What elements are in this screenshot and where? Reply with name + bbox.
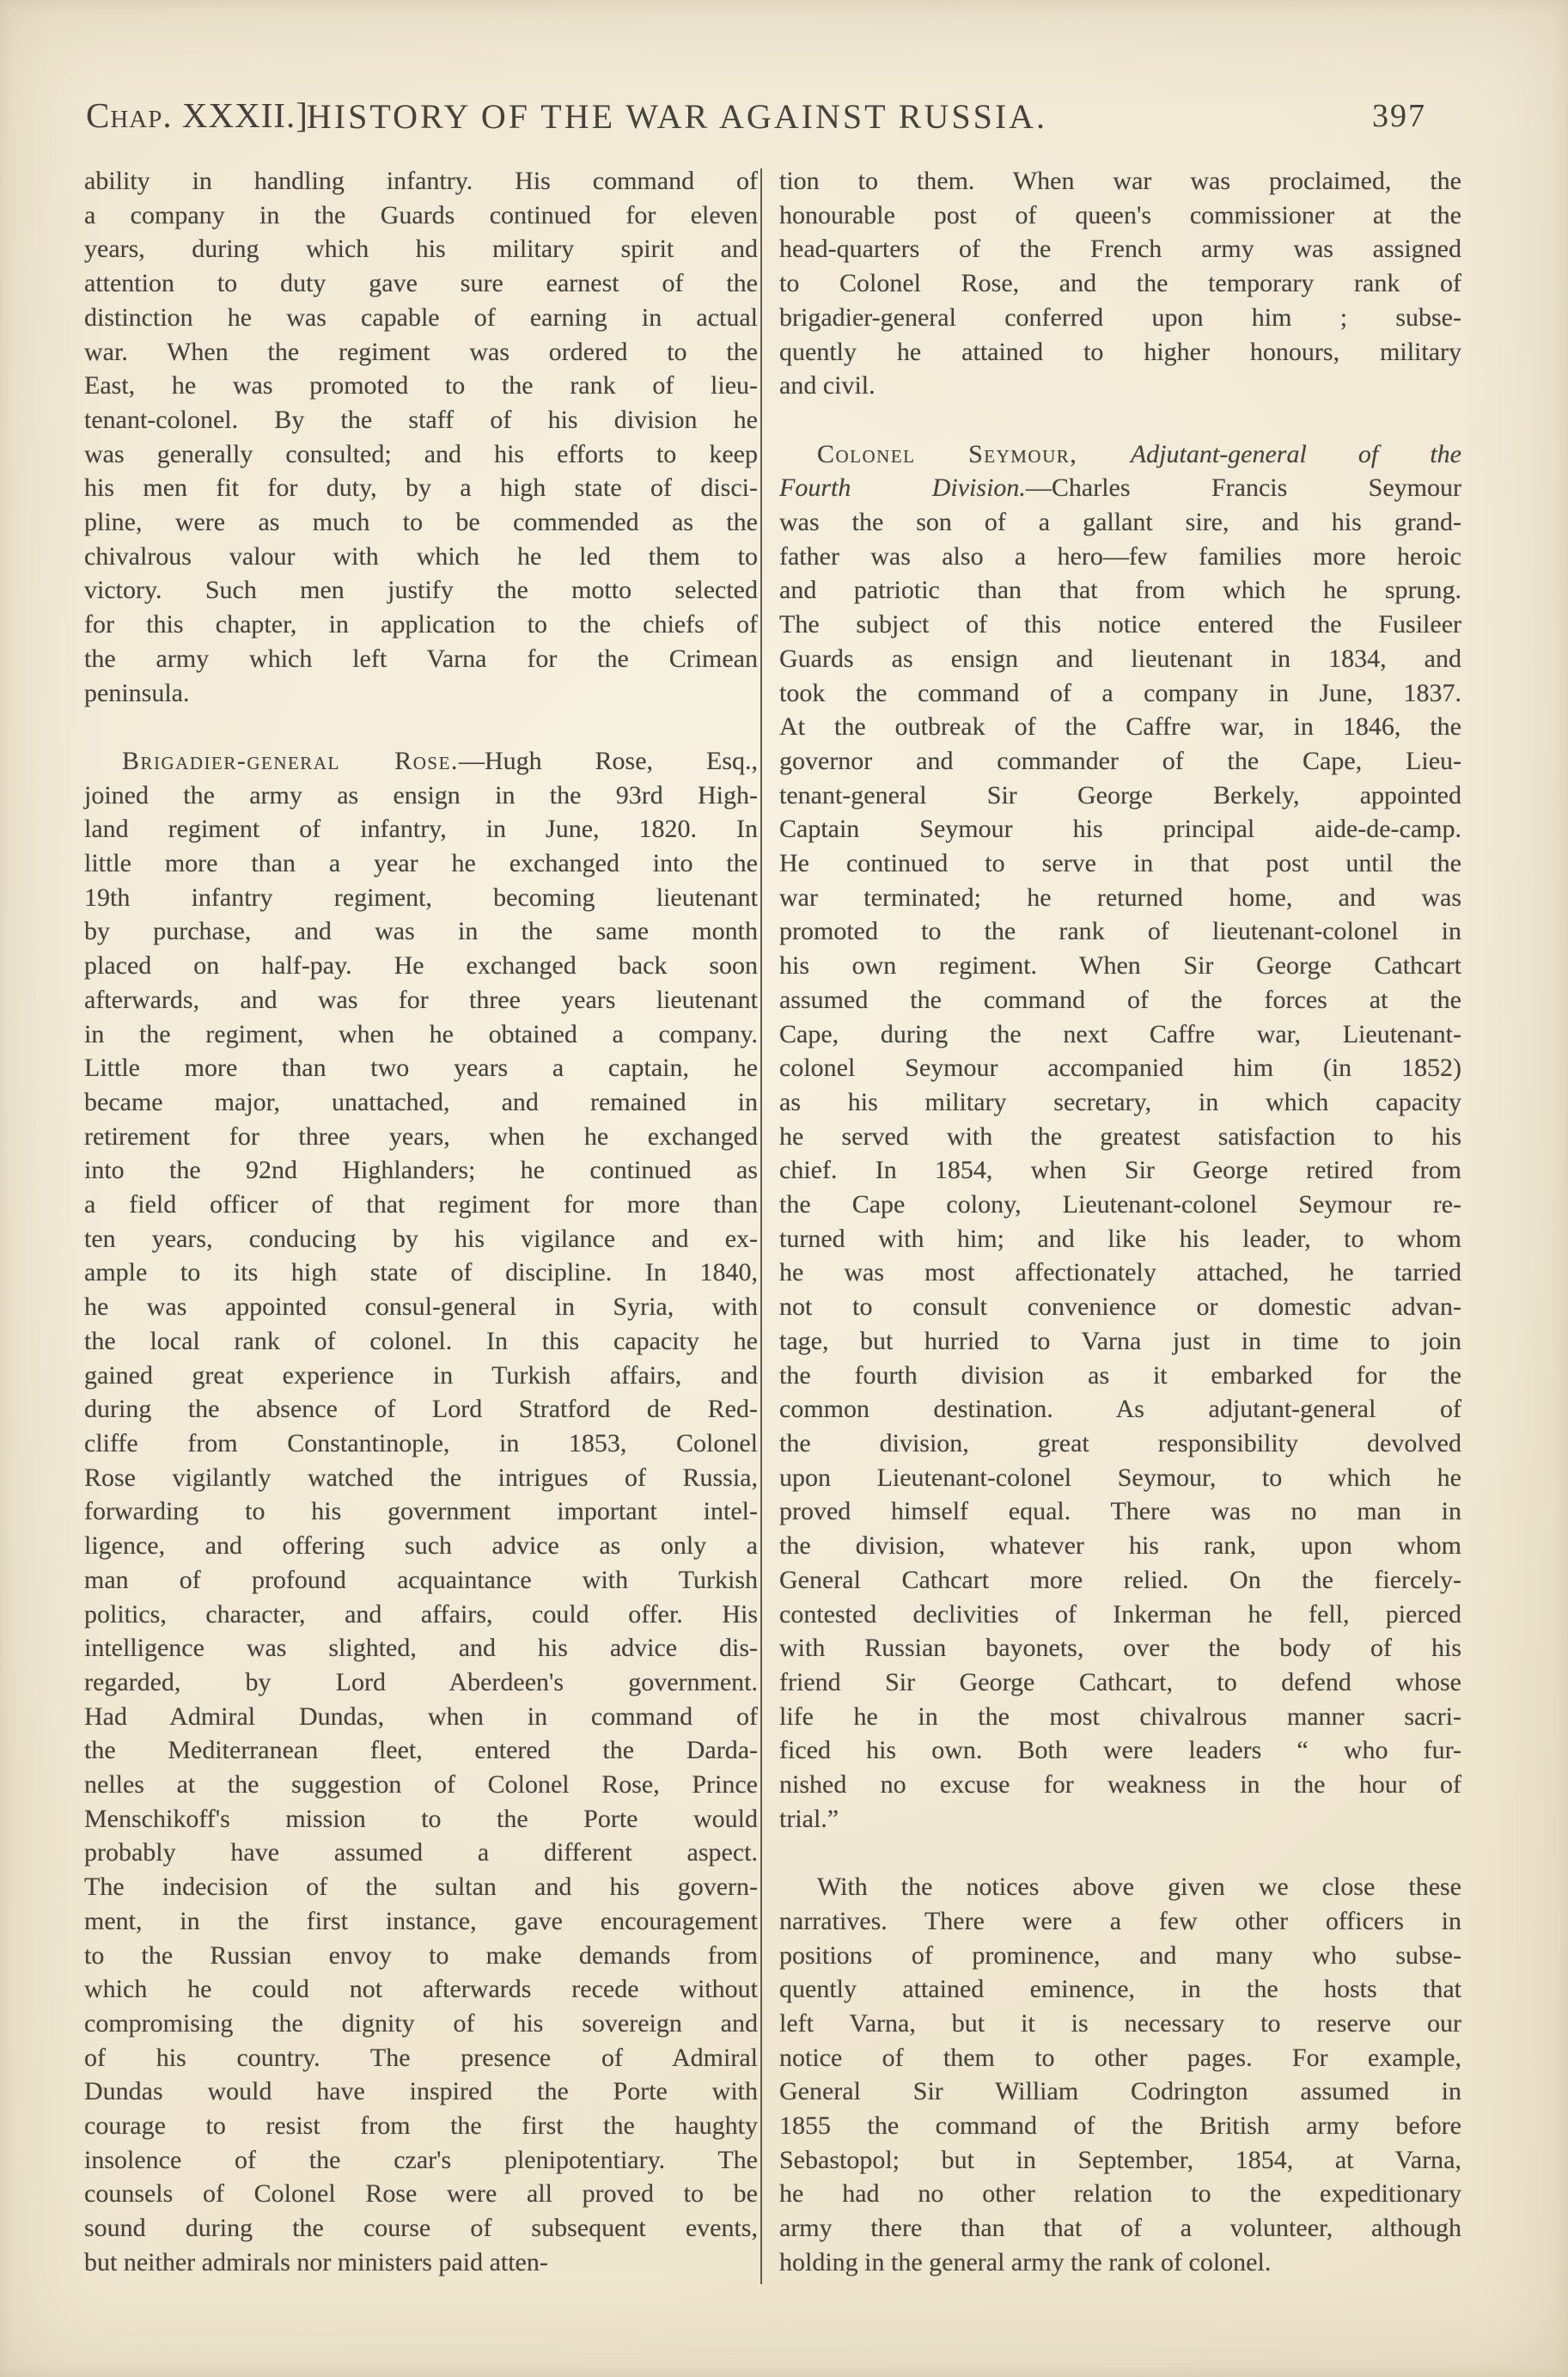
text-line: The subject of this notice entered the Fusileer (779, 610, 1461, 639)
text-line: promoted to the rank of lieutenant-colonel in (779, 917, 1461, 946)
text-line: upon Lieutenant-colonel Seymour, to which he (779, 1463, 1461, 1492)
text-line: Little more than two years a captain, he (84, 1054, 758, 1083)
text-line: in the regiment, when he obtained a company. (84, 1019, 758, 1048)
text-line: became major, unattached, and remained in (84, 1087, 758, 1116)
paragraph (84, 744, 758, 2280)
text-segment: Brigadier-general Rose. (122, 746, 459, 775)
text-line (779, 437, 1461, 472)
text-line: narratives. There were a few other officers in (779, 1906, 1461, 1935)
text-line: but neither admirals nor ministers paid atten- (84, 2247, 548, 2276)
page-title: HISTORY OF THE WAR AGAINST RUSSIA. (306, 97, 1048, 136)
text-line: colonel Seymour accompanied him (in 1852) (779, 1054, 1461, 1083)
text-line (779, 471, 1461, 505)
text-segment: Adjutant-general of the (1130, 439, 1461, 468)
text-line: was generally consulted; and his efforts to keep (84, 439, 758, 468)
text-line: He continued to serve in that post until the (779, 849, 1461, 878)
page-number: 397 (1372, 98, 1426, 134)
text-line (84, 744, 758, 779)
text-line: he served with the greatest satisfaction to his (779, 1121, 1461, 1151)
text-segment: —Hugh Rose, Esq., (458, 746, 758, 775)
text-line: Captain Seymour his principal aide-de-camp. (779, 815, 1461, 844)
text-line: afterwards, and was for three years lieutenant (84, 985, 758, 1014)
text-line: he was appointed consul-general in Syria, with (84, 1292, 758, 1322)
text-line: tenant-colonel. By the staff of his division he (84, 405, 758, 434)
text-line: quently attained eminence, in the hosts that (779, 1975, 1461, 2004)
text-segment: Colonel Seymour, (817, 439, 1131, 468)
text-line: intelligence was slighted, and his advice dis- (84, 1634, 758, 1663)
paragraph (779, 164, 1461, 403)
text-line: forwarding to his government important intel- (84, 1497, 758, 1526)
text-line: ten years, conducing by his vigilance and ex- (84, 1224, 758, 1253)
text-line: joined the army as ensign in the 93rd High- (84, 780, 758, 810)
text-line: nelles at the suggestion of Colonel Rose, Prince (84, 1770, 758, 1800)
text-line: took the command of a company in June, 1837. (779, 678, 1461, 707)
paragraph (84, 164, 758, 710)
text-line: With the notices above given we close these (817, 1873, 1461, 1902)
text-line: pline, were as much to be commended as the (84, 508, 758, 537)
text-line: little more than a year he exchanged into the (84, 849, 758, 878)
text-line: ligence, and offering such advice as only a (84, 1531, 758, 1561)
text-line: common destination. As adjutant-general of (779, 1395, 1461, 1424)
text-line: Menschikoff's mission to the Porte would (84, 1804, 758, 1833)
text-line: Rose vigilantly watched the intrigues of Russia, (84, 1463, 758, 1492)
text-line: 1855 the command of the British army before (779, 2111, 1461, 2141)
text-line: to the Russian envoy to make demands from (84, 1940, 758, 1970)
text-line: tenant-general Sir George Berkely, appointed (779, 780, 1461, 810)
text-line: friend Sir George Cathcart, to defend whose (779, 1667, 1461, 1696)
text-line: sound during the course of subsequent events, (84, 2214, 758, 2243)
text-line: turned with him; and like his leader, to whom (779, 1224, 1461, 1253)
text-line: gained great experience in Turkish affairs, and (84, 1360, 758, 1390)
text-line: ment, in the first instance, gave encouragement (84, 1906, 758, 1935)
text-line: into the 92nd Highlanders; he continued as (84, 1156, 758, 1185)
text-segment: Fourth Division. (779, 474, 1026, 503)
text-line: war. When the regiment was ordered to the (84, 337, 758, 366)
text-line: assumed the command of the forces at the (779, 985, 1461, 1014)
column-divider (760, 168, 762, 2284)
text-line: The indecision of the sultan and his govern- (84, 1873, 758, 1902)
text-line: a field officer of that regiment for more than (84, 1190, 758, 1219)
text-line: chivalrous valour with which he led them to (84, 541, 758, 571)
text-line: East, he was promoted to the rank of lieu- (84, 371, 758, 400)
text-line: and patriotic than that from which he sprung. (779, 576, 1461, 605)
text-line: land regiment of infantry, in June, 1820. In (84, 815, 758, 844)
text-line: placed on half-pay. He exchanged back soon (84, 951, 758, 981)
text-line: At the outbreak of the Caffre war, in 1846, the (779, 712, 1461, 742)
text-line: Cape, during the next Caffre war, Lieutenant- (779, 1019, 1461, 1048)
text-line: notice of them to other pages. For example, (779, 2043, 1461, 2072)
text-line: positions of prominence, and many who subse- (779, 1940, 1461, 1970)
text-line: life he in the most chivalrous manner sacri- (779, 1702, 1461, 1731)
text-line: and civil. (779, 371, 876, 400)
text-line: trial.” (779, 1804, 839, 1833)
text-line: politics, character, and affairs, could offer. His (84, 1599, 758, 1628)
text-line: Sebastopol; but in September, 1854, at Varna, (779, 2145, 1461, 2174)
text-line: regarded, by Lord Aberdeen's government. (84, 1667, 758, 1696)
text-line: Dundas would have inspired the Porte with (84, 2077, 758, 2106)
text-line: General Sir William Codrington assumed in (779, 2077, 1461, 2106)
text-line: was the son of a gallant sire, and his grand- (779, 508, 1461, 537)
text-line: ample to its high state of discipline. In 1840, (84, 1258, 758, 1287)
text-line: left Varna, but it is necessary to reserve our (779, 2008, 1461, 2038)
text-line: nished no excuse for weakness in the hour of (779, 1770, 1461, 1800)
text-line: a company in the Guards continued for eleven (84, 200, 758, 229)
text-line: of his country. The presence of Admiral (84, 2043, 758, 2072)
text-line: which he could not afterwards recede without (84, 1975, 758, 2004)
text-line: distinction he was capable of earning in actual (84, 302, 758, 332)
text-line: for this chapter, in application to the chiefs of (84, 610, 758, 639)
paragraph (779, 1870, 1461, 2279)
text-line: ficed his own. Both were leaders “ who fur- (779, 1736, 1461, 1765)
text-line: cliffe from Constantinople, in 1853, Colonel (84, 1429, 758, 1457)
text-line: holding in the general army the rank of colonel. (779, 2247, 1272, 2276)
text-line: he was most affectionately attached, he tarried (779, 1258, 1461, 1287)
text-line: proved himself equal. There was no man in (779, 1497, 1461, 1526)
text-line: chief. In 1854, when Sir George retired from (779, 1156, 1461, 1185)
text-line: he had no other relation to the expeditionary (779, 2179, 1461, 2209)
text-segment: —Charles Francis Seymour (1025, 474, 1461, 503)
text-line: with Russian bayonets, over the body of his (779, 1634, 1461, 1663)
text-line: the division, whatever his rank, upon whom (779, 1531, 1461, 1561)
right-column (779, 164, 1461, 2280)
text-line: counsels of Colonel Rose were all proved to be (84, 2179, 758, 2209)
text-line: attention to duty gave sure earnest of the (84, 269, 758, 298)
chapter-label: Chap. XXXII.] (86, 95, 308, 135)
text-line: during the absence of Lord Stratford de Red- (84, 1395, 758, 1424)
text-line: quently he attained to higher honours, military (779, 337, 1461, 366)
text-line: the local rank of colonel. In this capacity he (84, 1326, 758, 1355)
text-line: the army which left Varna for the Crimean (84, 644, 758, 673)
text-line: head-quarters of the French army was assigned (779, 235, 1461, 264)
text-line: victory. Such men justify the motto selected (84, 576, 758, 605)
text-line: tage, but hurried to Varna just in time to join (779, 1326, 1461, 1355)
text-line: courage to resist from the first the haughty (84, 2111, 758, 2141)
text-line: his men fit for duty, by a high state of disci- (84, 474, 758, 503)
text-line: the fourth division as it embarked for the (779, 1360, 1461, 1390)
text-line: tion to them. When war was proclaimed, the (779, 167, 1461, 195)
text-line: the division, great responsibility devolved (779, 1429, 1461, 1457)
paragraph (779, 437, 1461, 1836)
text-line: Guards as ensign and lieutenant in 1834, and (779, 644, 1461, 673)
text-line: father was also a hero—few families more heroic (779, 541, 1461, 571)
text-line: 19th infantry regiment, becoming lieutenant (84, 883, 758, 912)
text-line: retirement for three years, when he exchanged (84, 1121, 758, 1151)
text-line: Had Admiral Dundas, when in command of (84, 1702, 758, 1731)
text-line: ability in handling infantry. His command of (84, 167, 758, 195)
text-line: General Cathcart more relied. On the fiercely- (779, 1565, 1461, 1594)
text-line: honourable post of queen's commissioner at the (779, 200, 1461, 229)
text-line: peninsula. (84, 678, 190, 707)
text-line: brigadier-general conferred upon him ; subse- (779, 302, 1461, 332)
text-line: man of profound acquaintance with Turkish (84, 1565, 758, 1594)
text-line: not to consult convenience or domestic advan- (779, 1292, 1461, 1322)
text-line: the Mediterranean fleet, entered the Darda- (84, 1736, 758, 1765)
left-column (84, 164, 758, 2280)
text-line: insolence of the czar's plenipotentiary. The (84, 2145, 758, 2174)
text-line: probably have assumed a different aspect. (84, 1838, 758, 1867)
text-line: governor and commander of the Cape, Lieu- (779, 746, 1461, 775)
text-line: by purchase, and was in the same month (84, 917, 758, 946)
text-line: his own regiment. When Sir George Cathcart (779, 951, 1461, 981)
text-line: war terminated; he returned home, and was (779, 883, 1461, 912)
text-line: to Colonel Rose, and the temporary rank of (779, 269, 1461, 298)
text-line: as his military secretary, in which capacity (779, 1087, 1461, 1116)
text-line: army there than that of a volunteer, although (779, 2214, 1461, 2243)
text-line: compromising the dignity of his sovereign and (84, 2008, 758, 2038)
text-line: years, during which his military spirit and (84, 235, 758, 264)
text-line: the Cape colony, Lieutenant-colonel Seymour re- (779, 1190, 1461, 1219)
text-line: contested declivities of Inkerman he fell, pierced (779, 1599, 1461, 1628)
